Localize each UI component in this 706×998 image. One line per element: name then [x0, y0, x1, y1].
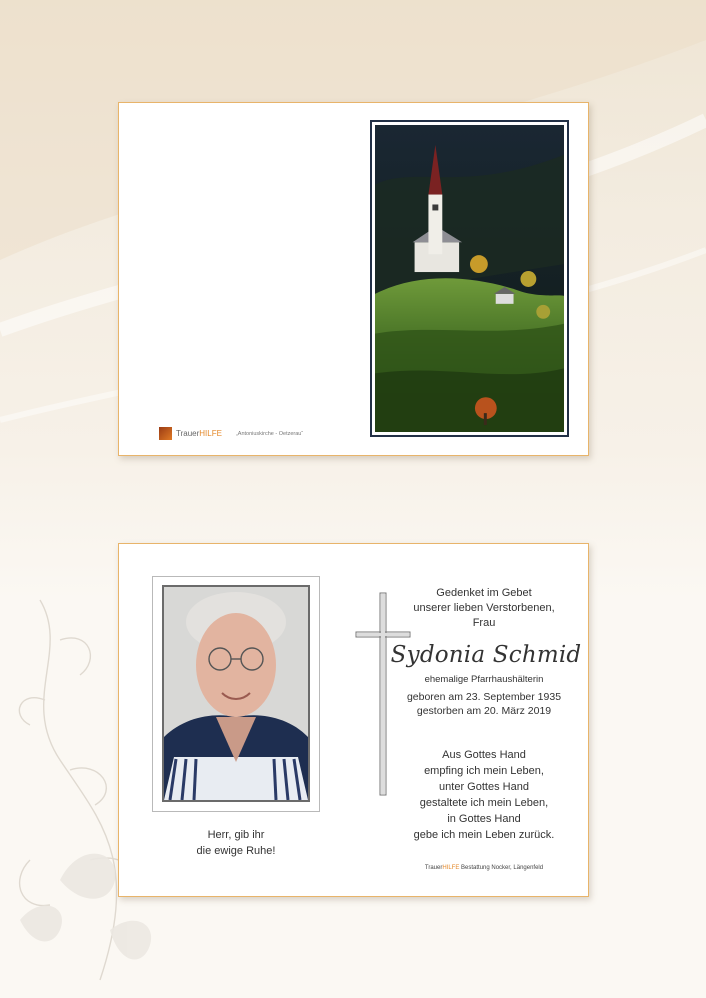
intro-text [384, 586, 584, 631]
intro-line: unserer lieben Verstorbenen, [413, 602, 555, 614]
inner-card [118, 543, 589, 897]
footer-trauer: Trauer [424, 865, 443, 871]
portrait-frame [152, 576, 320, 812]
portrait-photo-frame [162, 585, 310, 802]
prayer-line: die ewige Ruhe! [196, 845, 276, 857]
photo-credit: „Antoniuskirche - Oetzerau“ [235, 430, 304, 437]
logo-hilfe-text: HILFE [199, 429, 222, 438]
deceased-role: ehemalige Pfarrhaushälterin [424, 674, 544, 685]
footer-hilfe: HILFE [442, 865, 460, 871]
church-photo [375, 125, 564, 432]
poem-line: unter Gottes Hand [439, 781, 529, 793]
birth-date: geboren am 23. September 1935 [406, 691, 562, 703]
footer-credit [374, 865, 594, 871]
intro-line: Gedenket im Gebet [436, 587, 532, 599]
poem-line: gebe ich mein Leben zurück. [413, 829, 555, 841]
church-photo-frame [370, 120, 569, 437]
poem-line: empfing ich mein Leben, [424, 765, 544, 777]
death-date: gestorben am 20. März 2019 [416, 705, 552, 717]
prayer-line: Herr, gib ihr [207, 829, 265, 841]
portrait-photo [164, 587, 308, 800]
footer-company: Bestattung Nocker, Längenfeld [459, 865, 544, 871]
poem-line: Aus Gottes Hand [442, 749, 526, 761]
trauerhilfe-logo-icon [159, 427, 172, 440]
logo-trauer-text: Trauer [176, 429, 200, 438]
trauerhilfe-logo [159, 427, 303, 440]
prayer-text [152, 827, 320, 859]
poem-text [374, 747, 594, 843]
front-card [118, 102, 589, 456]
life-dates [379, 690, 589, 718]
poem-line: in Gottes Hand [447, 813, 521, 825]
deceased-name: Sydonia Schmid [390, 642, 582, 668]
intro-line: Frau [472, 617, 496, 629]
poem-line: gestaltete ich mein Leben, [419, 797, 549, 809]
